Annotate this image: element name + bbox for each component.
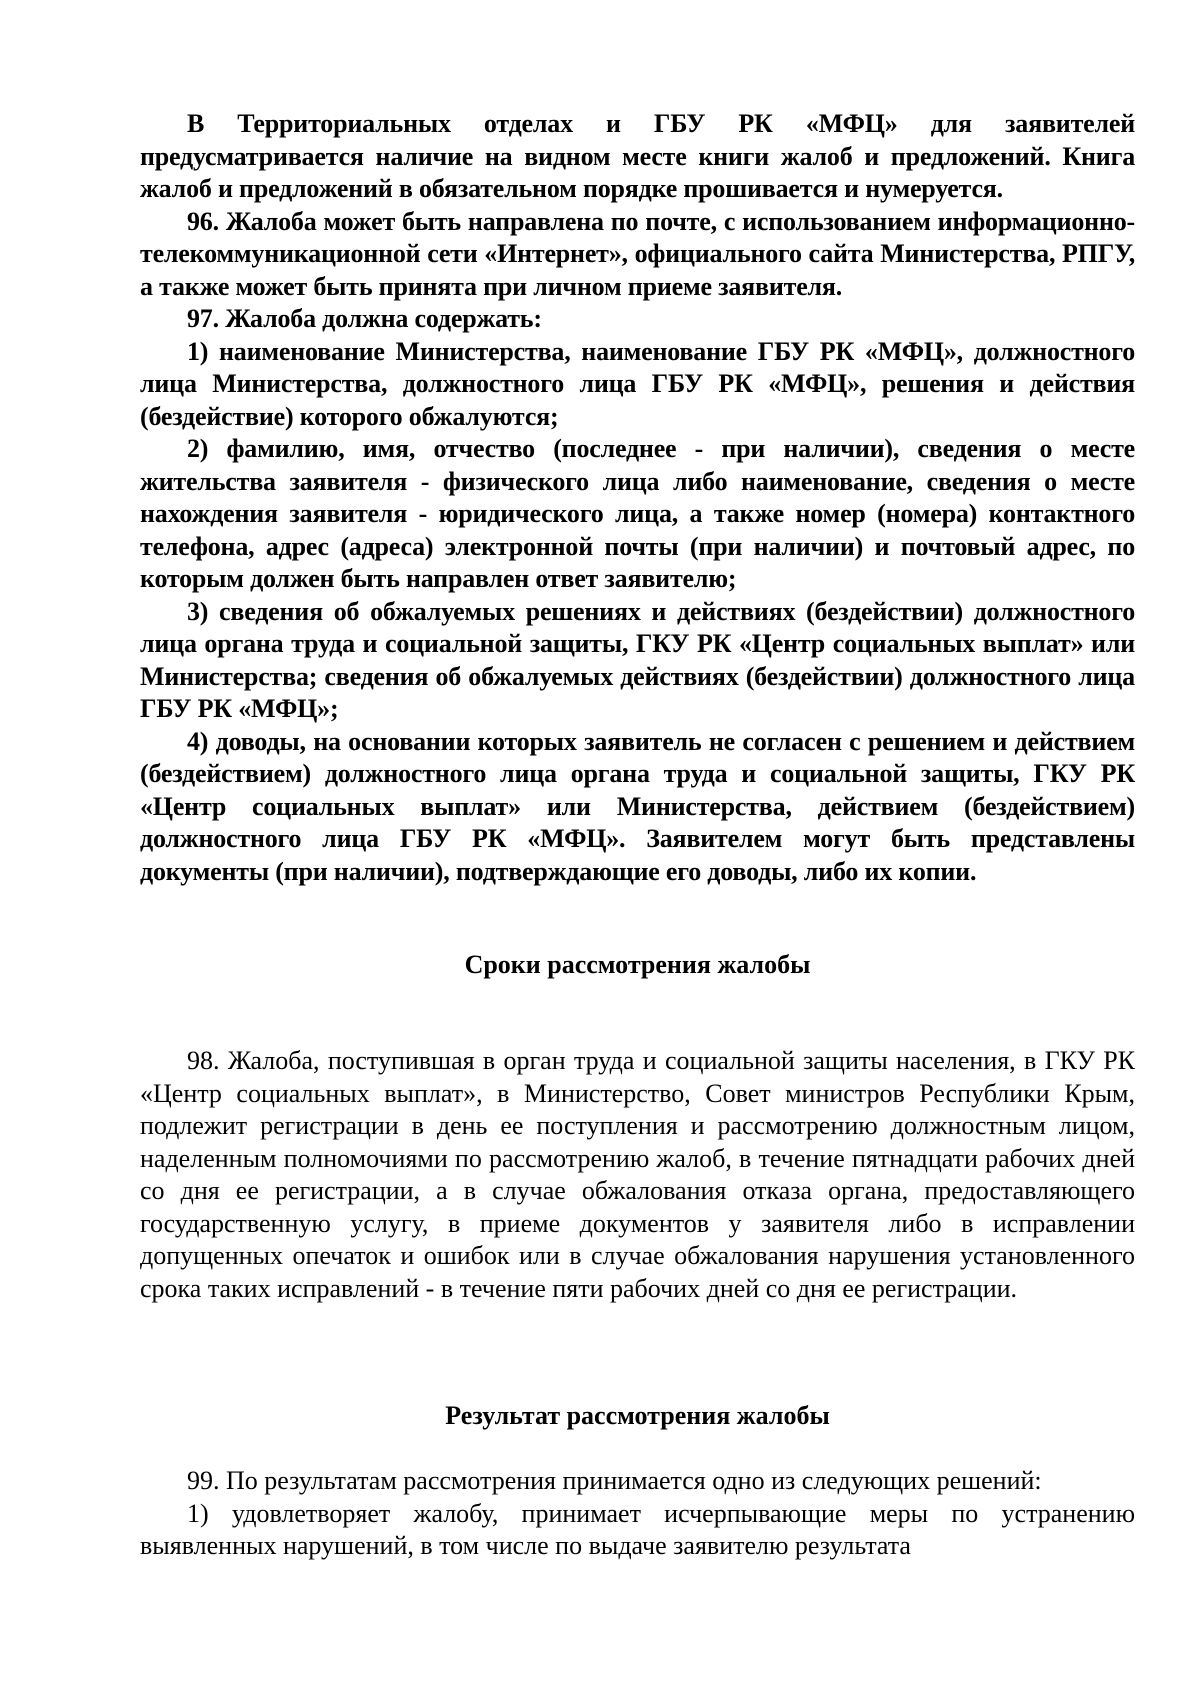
paragraph-99-item-1: 1) удовлетворяет жалобу, принимает исчерпывающие меры по устранению выявленных нарушений, в том числе по выдаче заявителю результата <box>140 1498 1135 1560</box>
paragraph-99: 99. По результатам рассмотрения принимается одно из следующих решений: <box>187 1466 1042 1495</box>
review-terms-block <box>140 1045 1135 1305</box>
section-title-review-terms: Сроки рассмотрения жалобы <box>464 950 811 979</box>
paragraph-98: 98. Жалоба, поступившая в орган труда и социальной защиты населения, в ГКУ РК «Центр социальных выплат», в Министерство, Совет министров Республики Крым, подлежит регистрации в день ее поступления и рассмотрению должностным лицом, наделенным полномочиями по рассмотрению жалоб, в течение пятнадцати рабочих дней со дня ее регистрации, а в случае обжалования отказа органа, предоставляющего государственную услугу, в приеме документов у заявителя либо в исправлении допущенных опечаток и ошибок или в случае обжалования нарушения установленного срока таких исправлений - в течение пяти рабочих дней со дня ее регистрации. <box>140 1046 1135 1303</box>
complaint-content-block <box>140 108 1135 888</box>
paragraph-97: 97. Жалоба должна содержать: <box>187 304 542 333</box>
paragraph-97-item-4: 4) доводы, на основании которых заявитель не согласен с решением и действием (бездействием) должностного лица органа труда и социальной защиты, ГКУ РК «Центр социальных выплат» или Министерства, действием (бездействием) должностного лица ГБУ РК «МФЦ». Заявителем могут быть представлены документы (при наличии), подтверждающие его доводы, либо их копии. <box>140 726 1135 886</box>
review-result-block <box>140 1465 1135 1563</box>
section-title-review-result: Результат рассмотрения жалобы <box>445 1401 830 1430</box>
paragraph-97-item-3: 3) сведения об обжалуемых решениях и действиях (бездействии) должностного лица органа труда и социальной защиты, ГКУ РК «Центр социальных выплат» или Министерства; сведения об обжалуемых действиях (бездействии) должностного лица ГБУ РК «МФЦ»; <box>140 596 1135 723</box>
paragraph-complaint-book: В Территориальных отделах и ГБУ РК «МФЦ» для заявителей предусматривается наличие на видном месте книги жалоб и предложений. Книга жалоб и предложений в обязательном порядке прошивается и нумеруется. <box>140 109 1135 203</box>
paragraph-97-item-1: 1) наименование Министерства, наименование ГБУ РК «МФЦ», должностного лица Министерства, должностного лица ГБУ РК «МФЦ», решения и действия (бездействие) которого обжалуются; <box>140 336 1135 431</box>
paragraph-97-item-2: 2) фамилию, имя, отчество (последнее - при наличии), сведения о месте жительства заявителя - физического лица либо наименование, сведения о месте нахождения заявителя - юридического лица, а также номер (номера) контактного телефона, адрес (адреса) электронной почты (при наличии) и почтовый адрес, по которым должен быть направлен ответ заявителю; <box>140 434 1135 593</box>
paragraph-96: 96. Жалоба может быть направлена по почте, с использованием информационно-телекоммуникационной сети «Интернет», официального сайта Министерства, РПГУ, а также может быть принята при личном приеме заявителя. <box>140 206 1135 301</box>
